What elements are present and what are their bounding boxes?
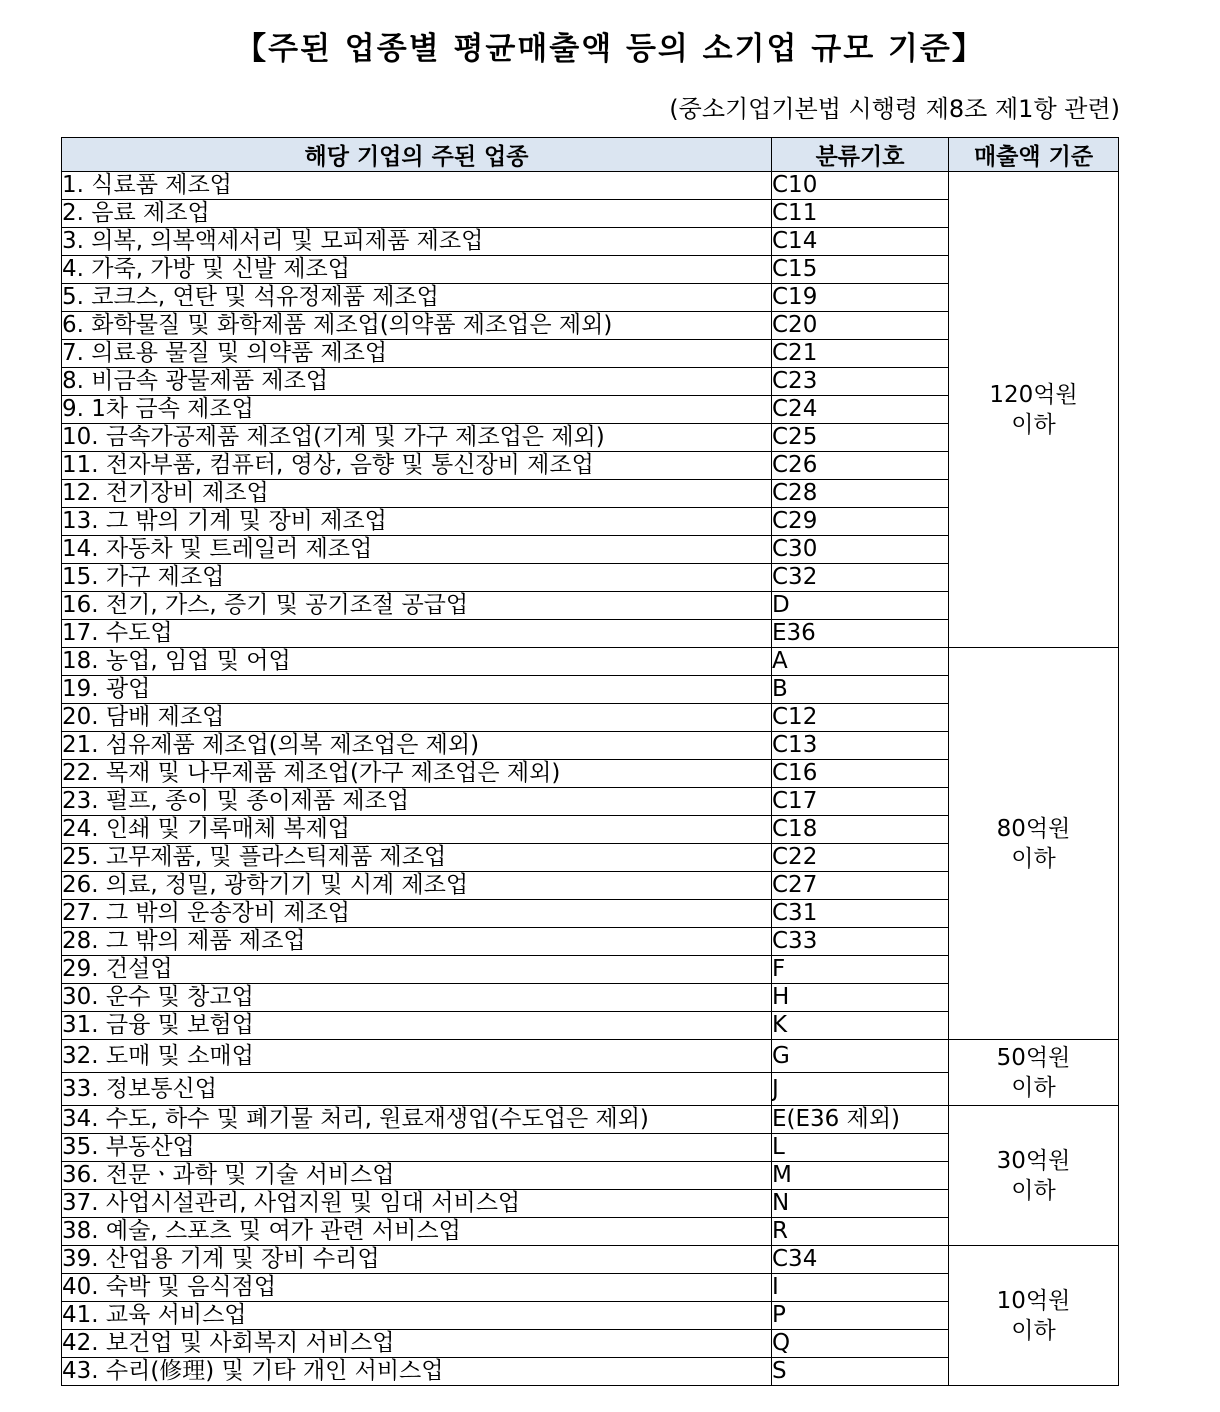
- header-industry: 해당 기업의 주된 업종: [62, 138, 772, 172]
- code-cell: C23: [772, 368, 949, 396]
- industry-cell: 20. 담배 제조업: [62, 704, 772, 732]
- code-cell: E36: [772, 620, 949, 648]
- industry-cell: 31. 금융 및 보험업: [62, 1012, 772, 1040]
- industry-cell: 42. 보건업 및 사회복지 서비스업: [62, 1330, 772, 1358]
- legal-reference: (중소기업기본법 시행령 제8조 제1항 관련): [669, 95, 1120, 123]
- industry-cell: 3. 의복, 의복액세서리 및 모피제품 제조업: [62, 228, 772, 256]
- header-code: 분류기호: [772, 138, 949, 172]
- industry-cell: 29. 건설업: [62, 956, 772, 984]
- industry-cell: 23. 펄프, 종이 및 종이제품 제조업: [62, 788, 772, 816]
- code-cell: C31: [772, 900, 949, 928]
- industry-cell: 7. 의료용 물질 및 의약품 제조업: [62, 340, 772, 368]
- code-cell: I: [772, 1274, 949, 1302]
- code-cell: C22: [772, 844, 949, 872]
- code-cell: H: [772, 984, 949, 1012]
- industry-cell: 33. 정보통신업: [62, 1073, 772, 1106]
- code-cell: C10: [772, 172, 949, 200]
- revenue-amount: 120억원: [989, 381, 1078, 408]
- code-cell: C27: [772, 872, 949, 900]
- table-row: [62, 172, 1119, 200]
- code-cell: C30: [772, 536, 949, 564]
- code-cell: C32: [772, 564, 949, 592]
- code-cell: E(E36 제외): [772, 1106, 949, 1134]
- code-cell: J: [772, 1073, 949, 1106]
- revenue-suffix: 이하: [1011, 411, 1056, 438]
- revenue-cell-group-5: [949, 1246, 1119, 1386]
- industry-cell: 38. 예술, 스포츠 및 여가 관련 서비스업: [62, 1218, 772, 1246]
- code-cell: N: [772, 1190, 949, 1218]
- industry-cell: 5. 코크스, 연탄 및 석유정제품 제조업: [62, 284, 772, 312]
- revenue-cell-group-3: [949, 1040, 1119, 1106]
- industry-cell: 18. 농업, 임업 및 어업: [62, 648, 772, 676]
- industry-cell: 28. 그 밖의 제품 제조업: [62, 928, 772, 956]
- code-cell: D: [772, 592, 949, 620]
- code-cell: C34: [772, 1246, 949, 1274]
- code-cell: C25: [772, 424, 949, 452]
- industry-cell: 24. 인쇄 및 기록매체 복제업: [62, 816, 772, 844]
- code-cell: G: [772, 1040, 949, 1073]
- code-cell: C33: [772, 928, 949, 956]
- industry-cell: 32. 도매 및 소매업: [62, 1040, 772, 1073]
- industry-cell: 2. 음료 제조업: [62, 200, 772, 228]
- industry-cell: 14. 자동차 및 트레일러 제조업: [62, 536, 772, 564]
- revenue-cell-group-2: [949, 648, 1119, 1040]
- industry-cell: 25. 고무제품, 및 플라스틱제품 제조업: [62, 844, 772, 872]
- revenue-suffix: 이하: [1011, 845, 1056, 872]
- industry-cell: 36. 전문ㆍ과학 및 기술 서비스업: [62, 1162, 772, 1190]
- industry-cell: 27. 그 밖의 운송장비 제조업: [62, 900, 772, 928]
- code-cell: C15: [772, 256, 949, 284]
- industry-cell: 4. 가죽, 가방 및 신발 제조업: [62, 256, 772, 284]
- code-cell: A: [772, 648, 949, 676]
- industry-cell: 1. 식료품 제조업: [62, 172, 772, 200]
- industry-cell: 21. 섬유제품 제조업(의복 제조업은 제외): [62, 732, 772, 760]
- revenue-amount: 10억원: [996, 1287, 1071, 1314]
- code-cell: B: [772, 676, 949, 704]
- code-cell: F: [772, 956, 949, 984]
- revenue-cell-group-1: [949, 172, 1119, 648]
- industry-cell: 11. 전자부품, 컴퓨터, 영상, 음향 및 통신장비 제조업: [62, 452, 772, 480]
- header-row: [62, 138, 1119, 172]
- code-cell: Q: [772, 1330, 949, 1358]
- code-cell: C28: [772, 480, 949, 508]
- page-title: 【주된 업종별 평균매출액 등의 소기업 규모 기준】: [235, 31, 985, 67]
- industry-cell: 8. 비금속 광물제품 제조업: [62, 368, 772, 396]
- revenue-amount: 30억원: [996, 1147, 1071, 1174]
- code-cell: C16: [772, 760, 949, 788]
- revenue-suffix: 이하: [1011, 1317, 1056, 1344]
- table-row: [62, 1040, 1119, 1073]
- code-cell: C13: [772, 732, 949, 760]
- revenue-suffix: 이하: [1011, 1074, 1056, 1101]
- revenue-cell-group-4: [949, 1106, 1119, 1246]
- code-cell: C19: [772, 284, 949, 312]
- revenue-amount: 80억원: [996, 815, 1071, 842]
- code-cell: C17: [772, 788, 949, 816]
- code-cell: C11: [772, 200, 949, 228]
- code-cell: C12: [772, 704, 949, 732]
- code-cell: C21: [772, 340, 949, 368]
- industry-cell: 43. 수리(修理) 및 기타 개인 서비스업: [62, 1358, 772, 1386]
- code-cell: C18: [772, 816, 949, 844]
- industry-cell: 19. 광업: [62, 676, 772, 704]
- industry-cell: 16. 전기, 가스, 증기 및 공기조절 공급업: [62, 592, 772, 620]
- industry-cell: 6. 화학물질 및 화학제품 제조업(의약품 제조업은 제외): [62, 312, 772, 340]
- table-row: [62, 1106, 1119, 1134]
- industry-cell: 22. 목재 및 나무제품 제조업(가구 제조업은 제외): [62, 760, 772, 788]
- industry-cell: 41. 교육 서비스업: [62, 1302, 772, 1330]
- industry-cell: 13. 그 밖의 기계 및 장비 제조업: [62, 508, 772, 536]
- size-standard-table: [61, 137, 1119, 1386]
- code-cell: S: [772, 1358, 949, 1386]
- revenue-amount: 50억원: [996, 1044, 1071, 1071]
- industry-cell: 34. 수도, 하수 및 폐기물 처리, 원료재생업(수도업은 제외): [62, 1106, 772, 1134]
- industry-cell: 37. 사업시설관리, 사업지원 및 임대 서비스업: [62, 1190, 772, 1218]
- code-cell: C20: [772, 312, 949, 340]
- code-cell: M: [772, 1162, 949, 1190]
- table-row: [62, 1246, 1119, 1274]
- industry-cell: 9. 1차 금속 제조업: [62, 396, 772, 424]
- industry-cell: 30. 운수 및 창고업: [62, 984, 772, 1012]
- code-cell: K: [772, 1012, 949, 1040]
- industry-cell: 10. 금속가공제품 제조업(기계 및 가구 제조업은 제외): [62, 424, 772, 452]
- industry-cell: 12. 전기장비 제조업: [62, 480, 772, 508]
- code-cell: C24: [772, 396, 949, 424]
- industry-cell: 40. 숙박 및 음식점업: [62, 1274, 772, 1302]
- code-cell: R: [772, 1218, 949, 1246]
- industry-cell: 17. 수도업: [62, 620, 772, 648]
- code-cell: C14: [772, 228, 949, 256]
- revenue-suffix: 이하: [1011, 1177, 1056, 1204]
- industry-cell: 35. 부동산업: [62, 1134, 772, 1162]
- code-cell: P: [772, 1302, 949, 1330]
- industry-cell: 39. 산업용 기계 및 장비 수리업: [62, 1246, 772, 1274]
- code-cell: C26: [772, 452, 949, 480]
- industry-cell: 15. 가구 제조업: [62, 564, 772, 592]
- header-revenue: 매출액 기준: [949, 138, 1119, 172]
- table-row: [62, 648, 1119, 676]
- industry-cell: 26. 의료, 정밀, 광학기기 및 시계 제조업: [62, 872, 772, 900]
- code-cell: L: [772, 1134, 949, 1162]
- code-cell: C29: [772, 508, 949, 536]
